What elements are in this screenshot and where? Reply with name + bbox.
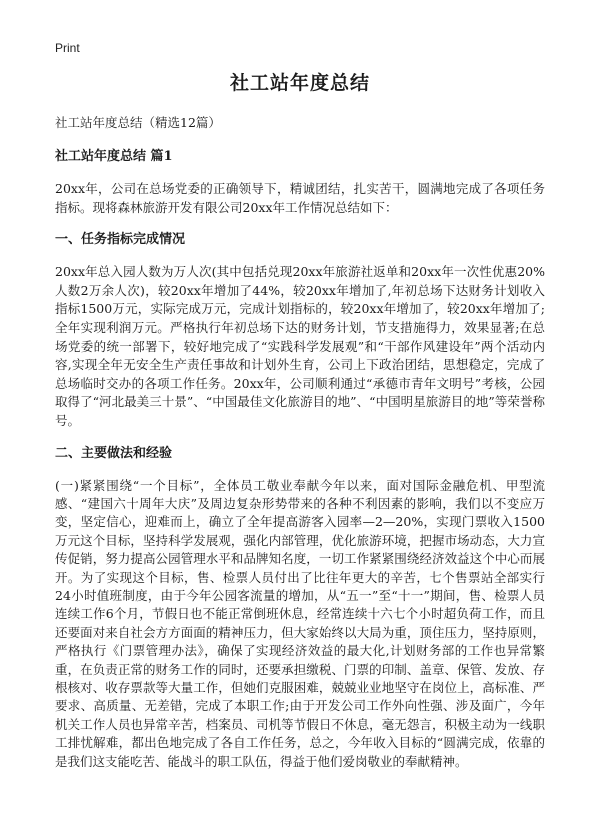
print-label: Print: [55, 41, 80, 55]
heading-methods-experience: 二、主要做法和经验: [55, 445, 173, 461]
document-title: 社工站年度总结: [229, 72, 370, 94]
methods-experience-paragraph: (一)紧紧围绕“一个目标”，全体员工敬业奉献今年以来，面对国际金融危机、甲型流感、“建国六十周年大庆”及周边复杂形势带来的各种不利因素的影响，我们以不变应万变，坚定信心，迎难而上，确立了全年提高游客入园率—2—20%，实现门票收入1500万元这个目标，坚持科学发展观，强化内部管理，优化旅游环境，把握市场动态，大力宣传促销，努力提高公园管理水平和品牌知名度，一切工作紧紧围绕经济效益这个中心而展开。为了实现这个目标，售、检票人员付出了比往年更大的辛苦，七个售票站全部实行24小时值班制度，由于今年公园客流量的增加，从“五一”至“十一”期间，售、检票人员连续工作6个月，节假日也不能正常倒班休息，经常连续十六七个小时超负荷工作，而且还要面对来自社会方方面面的精神压力，但大家始终以大局为重，顶住压力，坚持原则，严格执行《门票管理办法》，确保了实现经济效益的最大化,计划财务部的工作也异常繁重，在负责正常的财务工作的同时，还要承担缴税、门票的印制、盖章、保管、发放、存根核对、收存票款等大量工作，但她们克服困难，兢兢业业地坚守在岗位上，高标准、严要求、高质量、无差错，完成了本职工作;由于开发公司工作外向性强、涉及面广，今年机关工作人员也异常辛苦，档案员、司机等节假日不休息，毫无怨言，积极主动为一线职工排忧解难，都出色地完成了各自工作任务，总之，今年收入目标的“圆满完成，依靠的是我们这支能吃苦、能战斗的职工队伍，得益于他们爱岗敬业的奉献精神。: [55, 477, 545, 769]
section-title: 社工站年度总结 篇1: [55, 149, 173, 164]
heading-task-completion: 一、任务指标完成情况: [55, 232, 186, 248]
task-completion-paragraph: 20xx年总入园人数为万人次(其中包括兑现20xx年旅游社返单和20xx年一次性优惠20%人数2万余人次)，较20xx年增加了44%，较20xx年增加了,年初总场下达财务计划收入指标1500万元，实际完成万元，完成计划指标的，较20xx年增加了，较20xx年增加了;全年实现利润万元。严格执行年初总场下达的财务计划，节支措施得力，效果显著;在总场党委的统一部署下，较好地完成了“实践科学发展观”和“干部作风建设年”两个活动内容,实现全年无安全生产责任事故和计划外生育，公司上下政治团结，思想稳定，完成了总场临时交办的各项工作任务。20xx年，公司顺利通过“承德市青年文明号”考核，公园取得了“河北最美三十景”、“中国最佳文化旅游目的地”、“中国明星旅游目的地”等荣誉称号。: [55, 264, 545, 428]
intro-paragraph: 20xx年，公司在总场党委的正确领导下，精诚团结，扎实苦干，圆满地完成了各项任务指标。现将森林旅游开发有限公司20xx年工作情况总结如下：: [55, 181, 545, 215]
document-subtitle: 社工站年度总结（精选12篇）: [55, 115, 221, 130]
